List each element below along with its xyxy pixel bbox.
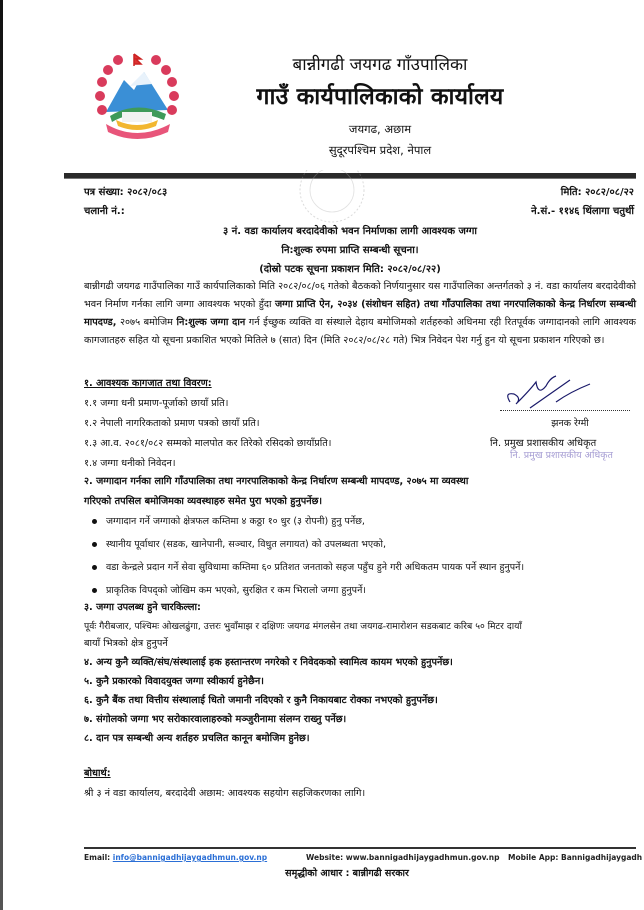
condition-item: ८. दान पत्र सम्बन्धी अन्य शर्तहरु प्रचलित कानून बमोजिम हुनेछ। bbox=[84, 733, 310, 744]
intro-text-2: २०७५ बमोजिम bbox=[116, 317, 177, 328]
handwritten-signature bbox=[500, 372, 600, 412]
notice-title-line2: नि:शुल्क रुपमा प्राप्ति सम्बन्धी सूचना। bbox=[281, 245, 419, 256]
section3-line1: पूर्वः गैरीबजार, पश्चिमः ओखलढुंगा, उत्तरः भुवाँमाझ र दक्षिणः जयगढ मंगलसेन तथा जयगढ-रामारोशन सडकबाट करिब ५० मिटर दायाँ bbox=[84, 621, 522, 632]
footer-website: Website: www.bannigadhijaygadhmun.gov.np bbox=[306, 853, 500, 862]
intro-text-3: गर्न ईच्छुक व्यक्ति वा संस्थाले देहाय बमोजिमको शर्तहरुको अधिनमा रही रितपूर्वक जग्गादानको लागि आवश्यक कागजातहरु सहित यो सूचना प्रकाशित भएको मितिले ७ (सात) दिन (मिति २०८२/०८/२८ गते) भित्र निवेदन पेश गर्नु हुन यो सूचना प्रकाशन गरिएको छ। bbox=[84, 317, 636, 346]
condition-item: ७. संगोलको जग्गा भए सरोकारवालाहरुको मञ्जुरीनामा संलग्न राख्नु पर्नेछ। bbox=[84, 714, 347, 725]
bullet-icon bbox=[92, 565, 97, 570]
intro-bold-donation: नि:शुल्क जग्गा दान bbox=[176, 317, 246, 328]
intro-text: बान्नीगढी जयगढ गाउँपालिका गाउँ कार्यपालिकाको मिति २०८२/०८/०६ गतेको बैठकको निर्णयानुसार यस गाउँपालिका अन्तर्गतको ३ नं. वडा कार्यालय बरदादेवीको भवन निर्माण गर्नका लागि जग्गा आवश्यक भएको हुँदा bbox=[84, 281, 637, 310]
signatory-designation: नि. प्रमुख प्रशासकीय अधिकृत bbox=[490, 438, 597, 449]
office-location: जयगढ, अछाम bbox=[348, 122, 412, 136]
office-province: सुदूरपश्चिम प्रदेश, नेपाल bbox=[328, 143, 432, 157]
scan-edge bbox=[0, 0, 3, 910]
footer-mobile-app: Mobile App: Bannigadhijaygadh bbox=[508, 853, 643, 862]
signature-block bbox=[470, 372, 630, 472]
section2-bullet bbox=[92, 583, 366, 596]
section2-bullet bbox=[92, 560, 524, 573]
designation-stamp: नि. प्रमुख प्रशासकीय अधिकृत bbox=[510, 450, 613, 461]
section2-line2: गरिएको तपसिल बमोजिमका व्यवस्थाहरु समेत पुरा भएको हुनुपर्नेछ। bbox=[84, 496, 323, 507]
section1-item: १.३ आ.व. २०८१/०८२ सम्मको मालपोत कर तिरेको रसिदको छायाँप्रति। bbox=[84, 438, 332, 449]
intro-paragraph bbox=[84, 278, 636, 350]
bullet-text: प्राकृतिक विपद्को जोखिम कम भएको, सुरक्षित र कम भिरालो जग्गा हुनुपर्ने। bbox=[106, 585, 366, 596]
nepal-emblem-icon bbox=[86, 50, 188, 144]
notice-title-line3: (दोस्रो पटक सूचना प्रकाशन मिति: २०८२/०८/२२) bbox=[259, 264, 441, 275]
intro-bold-act: जग्गा प्राप्ति ऐन, २०३४ (संशोधन सहित) तथा गाँउपालिका तथा नगरपालिकाको केन्द्र निर्धारण सम्बन्धी मापदण्ड, bbox=[84, 299, 636, 328]
bullet-text: जग्गादान गर्ने जग्गाको क्षेत्रफल कम्तिमा ४ कठ्ठा १० धुर (३ रोपनी) हुनु पर्नेछ, bbox=[106, 516, 365, 527]
email-link[interactable]: info@bannigadhijaygadhmun.gov.np bbox=[112, 853, 268, 862]
footer-motto: समृद्धीको आधार : बान्नीगढी सरकार bbox=[285, 868, 409, 879]
section3-line2: बायाँ भित्रको क्षेत्र हुनुपर्ने bbox=[84, 638, 168, 649]
section1-item: १.४ जग्गा धनीको निवेदन। bbox=[84, 458, 176, 469]
section1-heading: १. आवश्यक कागजात तथा विवरण: bbox=[84, 378, 212, 389]
cc-recipient: श्री ३ नं वडा कार्यालय, बरदादेवी अछाम: आवश्यक सहयोग सहजिकरणका लागि। bbox=[84, 788, 366, 799]
nepal-sambat-date: ने.सं.- ११४६ थिंलागा चतुर्थी bbox=[531, 206, 634, 217]
bullet-text: स्थानीय पूर्वाधार (सडक, खानेपानी, सञ्चार, विधुत लगायत) को उपलब्धता भएको, bbox=[106, 539, 386, 550]
signature-line bbox=[500, 410, 630, 411]
section1-item: १.२ नेपाली नागरिकताको प्रमाण पत्रको छायाँ प्रति। bbox=[84, 418, 260, 429]
condition-item: ६. कुनै बैंक तथा वित्तीय संस्थालाई धितो जमानी नदिएको र कुनै निकायबाट रोक्का नभएको हुनुपर्नेछ। bbox=[84, 695, 438, 706]
notice-title-line1: ३ नं. वडा कार्यालय बरदादेवीको भवन निर्माणका लागी आवश्यक जग्गा bbox=[223, 226, 477, 237]
section2-line1: २. जग्गादान गर्नका लागि गाँउपालिका तथा नगरपालिकाको केन्द्र निर्धारण सम्बन्धी मापदण्ड, २०७५ मा व्यवस्था bbox=[84, 476, 469, 487]
dispatch-number: चलानी नं.: bbox=[84, 206, 125, 217]
letter-date: मिति: २०८२/०८/२२ bbox=[560, 187, 634, 198]
condition-item: ५. कुनै प्रकारको विवादयुक्त जग्गा स्वीकार्य हुनेछैन। bbox=[84, 676, 264, 687]
email-label: Email: bbox=[84, 853, 113, 862]
municipality-name: बान्नीगढी जयगढ गाँउपालिका bbox=[292, 55, 468, 75]
section2-bullet bbox=[92, 514, 365, 527]
bullet-icon bbox=[92, 542, 97, 547]
bullet-icon bbox=[92, 519, 97, 524]
footer-divider bbox=[84, 847, 636, 849]
condition-item: ४. अन्य कुनै व्यक्ति/संघ/संस्थालाई हक हस्तान्तरण नगरेको र निवेदकको स्वामित्व कायम भएको हुनुपर्नेछ। bbox=[84, 657, 453, 668]
bullet-text: वडा केन्द्रले प्रदान गर्ने सेवा सुविधामा कम्तिमा ६० प्रतिशत जनताको सहज पहुँच हुने गरी अधिकतम पायक पर्ने स्थान हुनुपर्ने। bbox=[106, 562, 525, 573]
signatory-name: झनक रेग्मी bbox=[551, 418, 589, 429]
cc-heading: बोधार्थ: bbox=[84, 768, 111, 779]
section1-item: १.१ जग्गा धनी प्रमाण-पूर्जाको छायाँ प्रति। bbox=[84, 398, 229, 409]
footer-email bbox=[84, 853, 267, 862]
bullet-icon bbox=[92, 588, 97, 593]
section2-bullet bbox=[92, 537, 386, 550]
letter-number: पत्र संख्या: २०८२/०८३ bbox=[84, 187, 168, 198]
office-name: गाउँ कार्यपालिकाको कार्यालय bbox=[256, 84, 504, 110]
section3-heading: ३. जग्गा उपलब्ध हुने चारकिल्ला: bbox=[84, 602, 201, 613]
